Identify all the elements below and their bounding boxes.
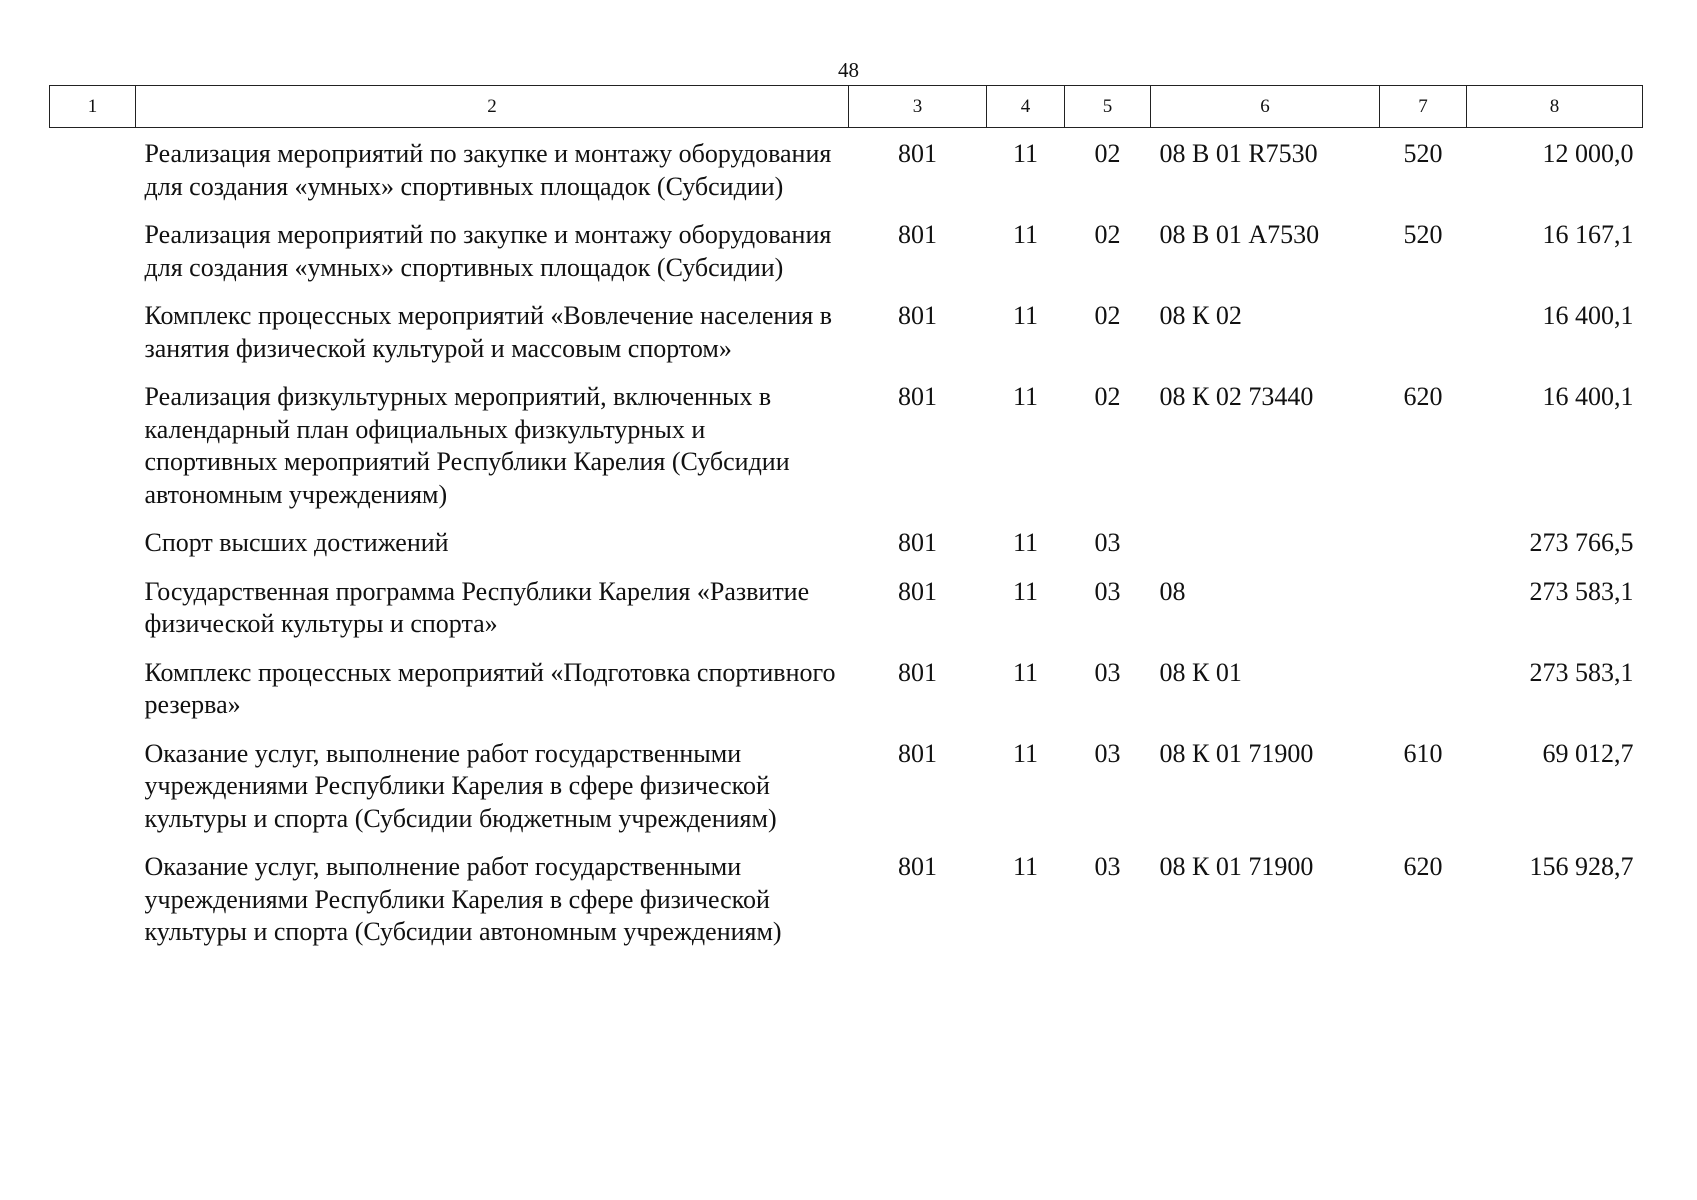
item-name: Оказание услуг, выполнение работ государственными учреждениями Республики Карелия в сфере физической культуры и спорта (Субсидии автономным учреждениям) bbox=[144, 852, 782, 946]
table-row bbox=[50, 128, 1643, 220]
column-header: 1 bbox=[50, 86, 136, 128]
amount: 16 400,1 bbox=[1542, 382, 1634, 411]
code-col3: 801 bbox=[898, 852, 937, 881]
item-name: Комплекс процессных мероприятий «Вовлечение населения в занятия физической культурой и массовым спортом» bbox=[144, 301, 832, 363]
code-col6: 08 bbox=[1159, 576, 1186, 606]
table-row bbox=[50, 381, 1643, 527]
budget-table bbox=[49, 85, 1643, 965]
row-index-cell bbox=[50, 219, 136, 300]
table-row bbox=[50, 576, 1643, 657]
table-row bbox=[50, 300, 1643, 381]
code-col4: 11 bbox=[1012, 220, 1039, 249]
page-number: 48 bbox=[838, 58, 859, 82]
code-col6 bbox=[1151, 527, 1380, 576]
column-header: 5 bbox=[1065, 86, 1151, 128]
code-col6: 08 В 01 R7530 bbox=[1159, 139, 1318, 168]
item-name: Реализация мероприятий по закупке и монтажу оборудования для создания «умных» спортивных площадок (Субсидии) bbox=[144, 139, 832, 201]
code-col5: 02 bbox=[1094, 382, 1121, 411]
code-col5: 03 bbox=[1094, 738, 1121, 768]
code-col6: 08 К 01 71900 bbox=[1159, 852, 1314, 881]
item-name: Оказание услуг, выполнение работ государственными учреждениями Республики Карелия в сфере физической культуры и спорта (Субсидии бюджетным учреждениям) bbox=[144, 738, 777, 833]
code-col3: 801 bbox=[898, 657, 937, 687]
row-index-cell bbox=[50, 128, 136, 220]
code-col3: 801 bbox=[898, 382, 937, 411]
code-col4: 11 bbox=[1012, 139, 1039, 168]
code-col6: 08 К 01 71900 bbox=[1159, 738, 1314, 768]
column-header: 8 bbox=[1467, 86, 1643, 128]
code-col7: 520 bbox=[1403, 139, 1443, 168]
table-row bbox=[50, 219, 1643, 300]
row-index-cell bbox=[50, 300, 136, 381]
code-col7 bbox=[1380, 657, 1467, 738]
code-col7: 520 bbox=[1403, 220, 1443, 249]
row-index-cell bbox=[50, 381, 136, 527]
table-row bbox=[50, 738, 1643, 852]
row-index-cell bbox=[50, 576, 136, 657]
column-header: 3 bbox=[849, 86, 987, 128]
code-col5: 03 bbox=[1094, 528, 1121, 557]
code-col4: 11 bbox=[1012, 301, 1039, 330]
table-row bbox=[50, 527, 1643, 576]
code-col4: 11 bbox=[1012, 852, 1039, 881]
code-col5: 02 bbox=[1094, 139, 1121, 168]
amount: 16 400,1 bbox=[1542, 301, 1634, 330]
amount: 156 928,7 bbox=[1529, 852, 1634, 881]
column-header: 4 bbox=[987, 86, 1065, 128]
code-col3: 801 bbox=[898, 220, 937, 249]
item-name: Реализация физкультурных мероприятий, включенных в календарный план официальных физкультурных и спортивных мероприятий Республики Карелия (Субсидии автономным учреждениям) bbox=[144, 382, 790, 509]
code-col5: 02 bbox=[1094, 220, 1121, 249]
column-header: 6 bbox=[1151, 86, 1380, 128]
code-col7: 610 bbox=[1403, 738, 1443, 768]
row-index-cell bbox=[50, 738, 136, 852]
column-header: 2 bbox=[136, 86, 849, 128]
amount: 273 583,1 bbox=[1529, 576, 1634, 606]
code-col4: 11 bbox=[1012, 738, 1039, 768]
code-col3: 801 bbox=[898, 576, 937, 606]
code-col3: 801 bbox=[898, 528, 937, 557]
amount: 273 583,1 bbox=[1529, 657, 1634, 687]
amount: 273 766,5 bbox=[1529, 528, 1634, 557]
code-col6: 08 В 01 А7530 bbox=[1159, 220, 1320, 249]
code-col5: 03 bbox=[1094, 657, 1121, 687]
amount: 69 012,7 bbox=[1542, 738, 1634, 768]
code-col5: 02 bbox=[1094, 301, 1121, 330]
table-row bbox=[50, 657, 1643, 738]
column-header: 7 bbox=[1380, 86, 1467, 128]
row-index-cell bbox=[50, 657, 136, 738]
code-col3: 801 bbox=[898, 301, 937, 330]
item-name: Реализация мероприятий по закупке и монтажу оборудования для создания «умных» спортивных площадок (Субсидии) bbox=[144, 220, 832, 282]
code-col7 bbox=[1380, 576, 1467, 657]
item-name: Спорт высших достижений bbox=[144, 528, 449, 557]
code-col4: 11 bbox=[1012, 576, 1039, 606]
code-col3: 801 bbox=[898, 738, 937, 768]
code-col6: 08 К 01 bbox=[1159, 657, 1242, 687]
code-col7 bbox=[1380, 300, 1467, 381]
code-col3: 801 bbox=[898, 139, 937, 168]
code-col4: 11 bbox=[1012, 657, 1039, 687]
code-col5: 03 bbox=[1094, 852, 1121, 881]
code-col7: 620 bbox=[1403, 382, 1443, 411]
code-col6: 08 К 02 73440 bbox=[1159, 382, 1314, 411]
amount: 16 167,1 bbox=[1542, 220, 1634, 249]
item-name: Государственная программа Республики Карелия «Развитие физической культуры и спорта» bbox=[144, 576, 810, 638]
row-index-cell bbox=[50, 527, 136, 576]
column-number-header-row bbox=[50, 86, 1643, 128]
code-col6: 08 К 02 bbox=[1159, 301, 1242, 330]
table-row bbox=[50, 851, 1643, 965]
code-col5: 03 bbox=[1094, 576, 1121, 606]
row-index-cell bbox=[50, 851, 136, 965]
item-name: Комплекс процессных мероприятий «Подготовка спортивного резерва» bbox=[144, 657, 836, 719]
amount: 12 000,0 bbox=[1542, 139, 1634, 168]
code-col7 bbox=[1380, 527, 1467, 576]
code-col7: 620 bbox=[1403, 852, 1443, 881]
code-col4: 11 bbox=[1012, 528, 1039, 557]
code-col4: 11 bbox=[1012, 382, 1039, 411]
